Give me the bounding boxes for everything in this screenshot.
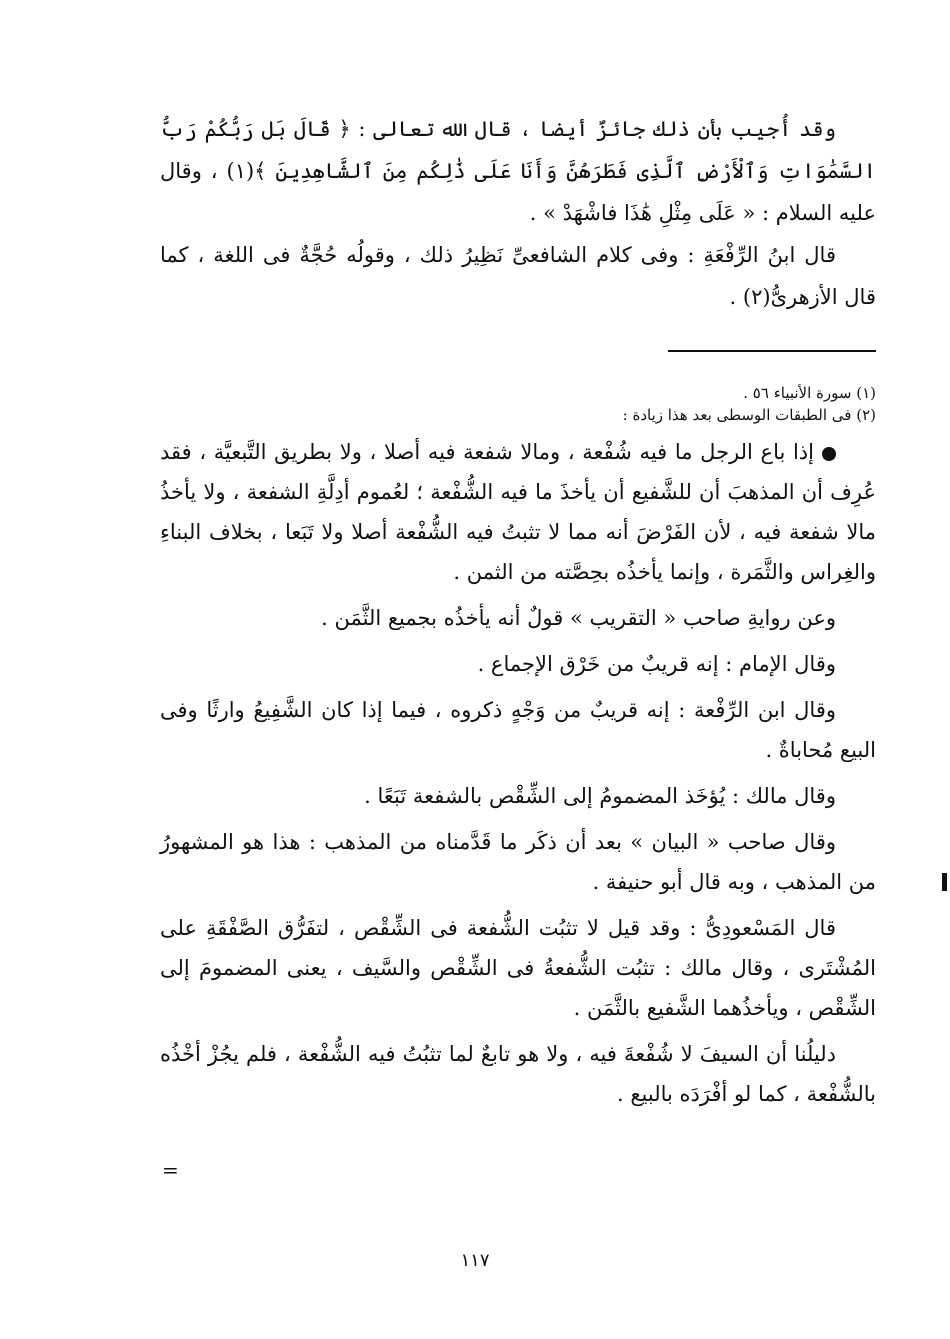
footnote-2-body xyxy=(160,432,876,1114)
page-number: ١١٧ xyxy=(460,1250,490,1271)
footnote-paragraph: وقال صاحب « البيان » بعد أن ذكَر ما قَدَّمناه من المذهب : هذا هو المشهورُ من المذهب ، وبه قال أبو حنيفة . xyxy=(160,830,876,894)
footnote-separator xyxy=(668,350,876,352)
paragraph-quran-citation: وقد أُجيب بأن ذلك جائزٌ أيضا ، قال الله تعالى : ﴿ قَالَ بَل رَبُّكُمْ رَبُّ السَّمَٰوَاتِ وَٱلْأَرْضِ ٱلَّذِى فَطَرَهُنَّ وَأَنَا عَلَى ذَٰلِكُم مِنَ ٱلشَّاهِدِينَ ﴾(١) ، وقال عليه السلام : « عَلَى مِثْلِ هَٰذَا فاشْهَدْ » . xyxy=(160,117,876,225)
main-text xyxy=(160,108,876,318)
footnote-paragraph: قال المَسْعودِىُّ : وقد قيل لا تثبُت الشُّفعة فى الشِّقْص ، لتفَرُّق الصَّفْقَةِ على المُشْتَرى ، وقال مالك : تثبُت الشُّفعةُ فى الشِّقْص والسَّيف ، يعنى المضمومَ إلى الشِّقْص ، ويأخذُهما الشَّفيع بالثَّمَن . xyxy=(160,916,876,1020)
footnote-paragraph: دليلُنا أن السيفَ لا شُفْعةَ فيه ، ولا هو تابعٌ لما تثبُتُ فيه الشُّفْعة ، فلم يجُزْ أخْذُه بالشُّفْعة ، كما لو أفْرَدَه بالبيع . xyxy=(160,1042,876,1106)
footnote-1: (١) سورة الأنبياء ٥٦ . xyxy=(743,384,876,402)
footnote-2-intro: (٢) فى الطبقات الوسطى بعد هذا زيادة : xyxy=(622,406,876,424)
footnote-paragraph: إذا باع الرجل ما فيه شُفْعة ، ومالا شفعة فيه أصلا ، ولا بطريق التَّبعيَّة ، فقد عُرِف أن المذهبَ أن للشَّفيع أن يأخذَ ما فيه الشُّفْعة ؛ لعُموم أدِلَّةِ الشفعة ، ولا يأخذُ مالا شفعة فيه ، لأن الفَرْضَ أنه مما لا تثبتُ فيه الشُّفْعة أصلا ولا تَبَعا ، بخلاف البناءِ والغِراس والثَّمَرة ، وإنما يأخذُه بحِصَّته من الثمن . xyxy=(160,440,876,584)
footnotes xyxy=(160,382,876,1114)
footnote-paragraph: وقال ابن الرِّفْعة : إنه قريبٌ من وَجْهٍ ذكروه ، فيما إذا كان الشَّفِيعُ وارثًا وفى البيع مُحاباةٌ . xyxy=(160,698,876,762)
footnote-paragraph: وقال الإمام : إنه قريبٌ من خَرْق الإجماع . xyxy=(477,652,836,676)
bullet-icon xyxy=(822,447,836,461)
footnote-paragraph: وعن روايةِ صاحب « التقريب » قولٌ أنه يأخذُه بجميع الثَّمَن . xyxy=(321,606,836,630)
scan-edge-mark xyxy=(942,873,947,891)
continuation-mark: = xyxy=(162,1158,179,1182)
footnote-paragraph: وقال مالك : يُؤخَذ المضمومُ إلى الشِّقْص بالشفعة تَبَعًا . xyxy=(364,784,836,808)
paragraph-ibn-rifaa: قال ابنُ الرِّفْعَةِ : وفى كلام الشافعىِّ نَظِيرُ ذلك ، وقولُه حُجَّةٌ فى اللغة ، كما قال الأزهرىُّ(٢) . xyxy=(160,243,876,309)
